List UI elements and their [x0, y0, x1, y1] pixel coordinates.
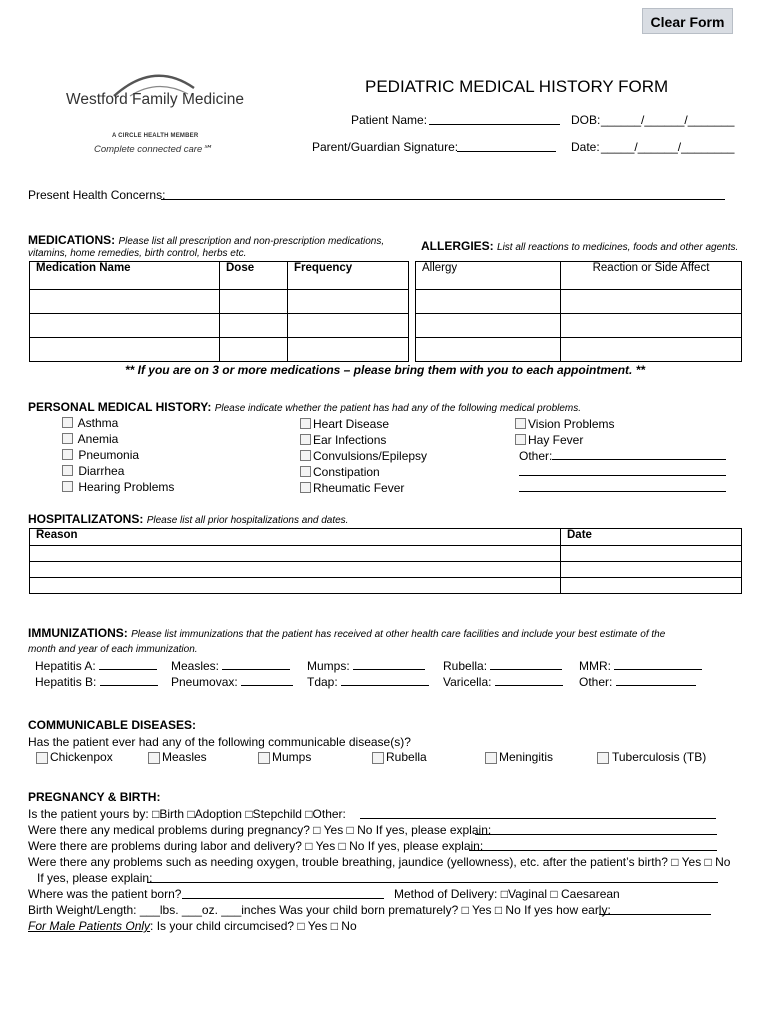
allergies-heading: ALLERGIES:: [421, 239, 494, 253]
imm-field[interactable]: [222, 658, 290, 670]
imm-field[interactable]: [495, 674, 563, 686]
imm-measles: [171, 658, 290, 673]
q6-early-field[interactable]: [599, 903, 711, 915]
imm-mmr: [579, 658, 702, 673]
history-other: [515, 448, 726, 464]
history-item-label: Heart Disease: [313, 417, 390, 431]
allergy-cell[interactable]: [416, 338, 561, 362]
meningitis-label: Meningitis: [499, 750, 554, 764]
medications-heading: MEDICATIONS:: [28, 233, 116, 247]
allergy-cell[interactable]: [416, 290, 561, 314]
imm-field[interactable]: [616, 674, 696, 686]
guardian-signature-field[interactable]: [457, 140, 556, 152]
allergy-col-reaction: Reaction or Side Affect: [561, 262, 742, 290]
imm-field[interactable]: [353, 658, 425, 670]
medications-instructions: Please list all prescription and non-prescription medications,: [118, 236, 385, 247]
hospitalizations-table: [29, 528, 742, 594]
history-other-field-2[interactable]: [519, 464, 726, 476]
imm-label: Hepatitis B:: [35, 675, 97, 689]
table-row: [30, 314, 409, 338]
patient-name-label: Patient Name:: [351, 113, 428, 127]
mumps-checkbox[interactable]: [258, 752, 270, 764]
immunizations-heading-row: [28, 626, 665, 640]
q5-birthplace-field[interactable]: [182, 887, 384, 899]
imm-field[interactable]: [241, 674, 293, 686]
imm-field[interactable]: [490, 658, 562, 670]
history-item[interactable]: [300, 432, 427, 448]
q4-explain-field[interactable]: [147, 871, 718, 883]
pregnancy-q5-delivery[interactable]: Method of Delivery: □Vaginal □ Caesarean: [394, 887, 620, 901]
checkbox[interactable]: [62, 449, 73, 460]
mumps-label: Mumps: [272, 750, 312, 764]
patient-name-field[interactable]: [429, 113, 560, 125]
rubella-label: Rubella: [386, 750, 427, 764]
q1-option-birth[interactable]: □Birth: [152, 807, 184, 821]
allergy-cell[interactable]: [561, 290, 742, 314]
imm-field[interactable]: [99, 658, 157, 670]
hosp-col-reason: Reason: [30, 529, 561, 546]
hosp-col-date: Date: [561, 529, 742, 546]
clear-form-button[interactable]: Clear Form: [642, 8, 733, 34]
history-item-label: Hearing Problems: [78, 480, 175, 494]
med-cell[interactable]: [220, 314, 288, 338]
allergy-col-allergy: Allergy: [416, 262, 561, 290]
history-col1: [62, 415, 174, 495]
imm-hepa: [35, 658, 157, 673]
checkbox[interactable]: [300, 466, 311, 477]
allergies-heading-row: [421, 239, 738, 253]
meningitis-checkbox[interactable]: [485, 752, 497, 764]
history-item-label: Ear Infections: [313, 433, 387, 447]
dob-field[interactable]: ______/______/_______: [601, 113, 735, 127]
immunizations-instructions: Please list immunizations that the patient has received at other health care facilities and include your best estimate of the: [131, 629, 666, 640]
history-item[interactable]: [62, 479, 174, 495]
checkbox[interactable]: [62, 433, 73, 444]
history-item-label: Vision Problems: [528, 417, 615, 431]
med-cell[interactable]: [220, 290, 288, 314]
imm-field[interactable]: [341, 674, 429, 686]
imm-tdap: [307, 674, 429, 689]
checkbox[interactable]: [300, 482, 311, 493]
med-col-name: Medication Name: [30, 262, 220, 290]
date-field[interactable]: _____/______/________: [601, 140, 735, 154]
logo-tagline: Complete connected care℠: [94, 144, 212, 155]
history-item[interactable]: [515, 416, 726, 432]
imm-label: Measles:: [171, 659, 220, 673]
history-item-label: Constipation: [313, 465, 380, 479]
table-row: [30, 290, 409, 314]
pregnancy-heading: PREGNANCY & BIRTH:: [28, 790, 161, 804]
table-row: [30, 546, 742, 562]
med-cell[interactable]: [30, 290, 220, 314]
hospitalizations-instructions: Please list all prior hospitalizations and dates.: [146, 515, 349, 526]
medications-table: [29, 261, 409, 362]
hosp-cell[interactable]: [561, 578, 742, 594]
history-col3: [515, 416, 726, 464]
history-item-label: Hay Fever: [528, 433, 584, 447]
imm-field[interactable]: [614, 658, 702, 670]
table-row: [30, 338, 409, 362]
history-other-label: Other:: [519, 449, 553, 463]
history-item[interactable]: [62, 463, 174, 479]
imm-hepb: [35, 674, 158, 689]
immunizations-heading: IMMUNIZATIONS:: [28, 626, 128, 640]
guardian-signature-label: Parent/Guardian Signature:: [312, 140, 459, 154]
hosp-cell[interactable]: [561, 562, 742, 578]
measles-checkbox[interactable]: [148, 752, 160, 764]
imm-rubella: [443, 658, 562, 673]
history-item-label: Pneumonia: [78, 448, 140, 462]
imm-label: Hepatitis A:: [35, 659, 96, 673]
q7-label: For Male Patients Only: [28, 919, 151, 933]
history-item[interactable]: [515, 432, 726, 448]
communicable-heading: COMMUNICABLE DISEASES:: [28, 718, 197, 732]
imm-label: Varicella:: [443, 675, 492, 689]
rubella-checkbox[interactable]: [372, 752, 384, 764]
q1-option-other[interactable]: □Other:: [305, 807, 346, 821]
hospitalizations-heading-row: [28, 512, 348, 526]
logo-member: A CIRCLE HEALTH MEMBER: [112, 133, 199, 139]
checkbox[interactable]: [515, 418, 526, 429]
table-row: [416, 290, 742, 314]
chickenpox-checkbox[interactable]: [36, 752, 48, 764]
q2-explain-field[interactable]: [475, 823, 717, 835]
tuberculosis-label: Tuberculosis (TB): [612, 750, 707, 764]
tuberculosis-checkbox[interactable]: [597, 752, 609, 764]
history-item[interactable]: [300, 464, 427, 480]
hosp-cell[interactable]: [30, 578, 561, 594]
imm-pneumovax: [171, 674, 293, 689]
history-item[interactable]: [300, 416, 427, 432]
checkbox[interactable]: [62, 481, 73, 492]
imm-varicella: [443, 674, 563, 689]
med-cell[interactable]: [30, 338, 220, 362]
table-row: [416, 314, 742, 338]
allergy-cell[interactable]: [561, 314, 742, 338]
history-item[interactable]: [300, 480, 427, 496]
pregnancy-q3: Were there are problems during labor and delivery? □ Yes □ No If yes, please explain:: [28, 839, 484, 853]
q3-explain-field[interactable]: [469, 839, 717, 851]
allergy-cell[interactable]: [561, 338, 742, 362]
checkbox[interactable]: [300, 418, 311, 429]
checkbox[interactable]: [300, 450, 311, 461]
history-item-label: Diarrhea: [78, 464, 125, 478]
history-item[interactable]: [62, 415, 174, 431]
imm-label: Tdap:: [307, 675, 338, 689]
personal-history-heading: PERSONAL MEDICAL HISTORY:: [28, 400, 212, 414]
med-cell[interactable]: [220, 338, 288, 362]
q1-label: Is the patient yours by:: [28, 807, 149, 821]
logo-name: Westford Family Medicine: [66, 91, 245, 108]
page-title: PEDIATRIC MEDICAL HISTORY FORM: [365, 77, 669, 96]
date-label: Date:: [571, 140, 600, 154]
med-cell[interactable]: [30, 314, 220, 338]
present-health-field[interactable]: [161, 188, 725, 200]
allergies-table: [415, 261, 742, 362]
hospitalizations-heading: HOSPITALIZATONS:: [28, 512, 144, 526]
imm-other: [579, 674, 696, 689]
imm-label: Rubella:: [443, 659, 488, 673]
history-item[interactable]: [300, 448, 427, 464]
pregnancy-q4: Were there any problems such as needing oxygen, trouble breathing, jaundice (yellowness), etc. after the patient’s birth? □ Yes □ No: [28, 855, 731, 869]
pregnancy-q4-explain: If yes, please explain:: [37, 871, 153, 885]
hosp-cell[interactable]: [561, 546, 742, 562]
hosp-cell[interactable]: [30, 546, 561, 562]
history-item-label: Asthma: [77, 416, 119, 430]
history-item-label: Rheumatic Fever: [313, 481, 405, 495]
chickenpox-label: Chickenpox: [50, 750, 113, 764]
personal-history-instructions: Please indicate whether the patient has had any of the following medical problems.: [214, 403, 582, 414]
table-row: [30, 578, 742, 594]
history-item-label: Anemia: [77, 432, 119, 446]
table-row: [30, 562, 742, 578]
measles-label: Measles: [162, 750, 207, 764]
q1-other-field[interactable]: [360, 807, 716, 819]
history-item-label: Convulsions/Epilepsy: [313, 449, 428, 463]
med-col-dose: Dose: [220, 262, 288, 290]
q7-rest[interactable]: : Is your child circumcised? □ Yes □ No: [150, 919, 357, 933]
imm-label: Other:: [579, 675, 613, 689]
history-other-field[interactable]: [552, 448, 726, 460]
med-col-frequency: Frequency: [288, 262, 409, 290]
q1-option-adoption[interactable]: □Adoption: [187, 807, 242, 821]
immunizations-instructions-2: month and year of each immunization.: [28, 644, 198, 655]
medications-heading-row: [28, 233, 384, 247]
imm-label: Pneumovax:: [171, 675, 238, 689]
allergy-cell[interactable]: [416, 314, 561, 338]
imm-mumps: [307, 658, 425, 673]
history-col2: [300, 416, 427, 496]
personal-history-heading-row: [28, 400, 581, 414]
table-row: [416, 338, 742, 362]
pregnancy-q5: Where was the patient born?: [28, 887, 182, 901]
communicable-question: Has the patient ever had any of the following communicable disease(s)?: [28, 735, 411, 749]
pregnancy-q7: [28, 919, 357, 933]
pregnancy-q6: Birth Weight/Length: ___lbs. ___oz. ___inches Was your child born prematurely? □ Yes □ No If yes how early:: [28, 903, 611, 917]
present-health-label: Present Health Concerns:: [28, 188, 166, 202]
allergies-instructions: List all reactions to medicines, foods and other agents.: [497, 242, 739, 253]
pregnancy-q2: Were there any medical problems during pregnancy? □ Yes □ No If yes, please explain:: [28, 823, 492, 837]
checkbox[interactable]: [62, 417, 73, 428]
q1-option-stepchild[interactable]: □Stepchild: [245, 807, 302, 821]
checkbox[interactable]: [515, 434, 526, 445]
med-cell[interactable]: [288, 338, 409, 362]
history-item[interactable]: [62, 447, 174, 463]
medications-note: ** If you are on 3 or more medications – please bring them with you to each appointment. **: [124, 363, 646, 377]
med-cell[interactable]: [288, 314, 409, 338]
imm-field[interactable]: [100, 674, 158, 686]
history-item[interactable]: [62, 431, 174, 447]
imm-label: MMR:: [579, 659, 611, 673]
hosp-cell[interactable]: [30, 562, 561, 578]
history-other-field-3[interactable]: [519, 480, 726, 492]
checkbox[interactable]: [62, 465, 73, 476]
checkbox[interactable]: [300, 434, 311, 445]
med-cell[interactable]: [288, 290, 409, 314]
imm-label: Mumps:: [307, 659, 350, 673]
dob-label: DOB:: [571, 113, 601, 127]
medications-instructions-2: vitamins, home remedies, birth control, herbs etc.: [28, 248, 247, 259]
pregnancy-q1: [28, 807, 346, 821]
